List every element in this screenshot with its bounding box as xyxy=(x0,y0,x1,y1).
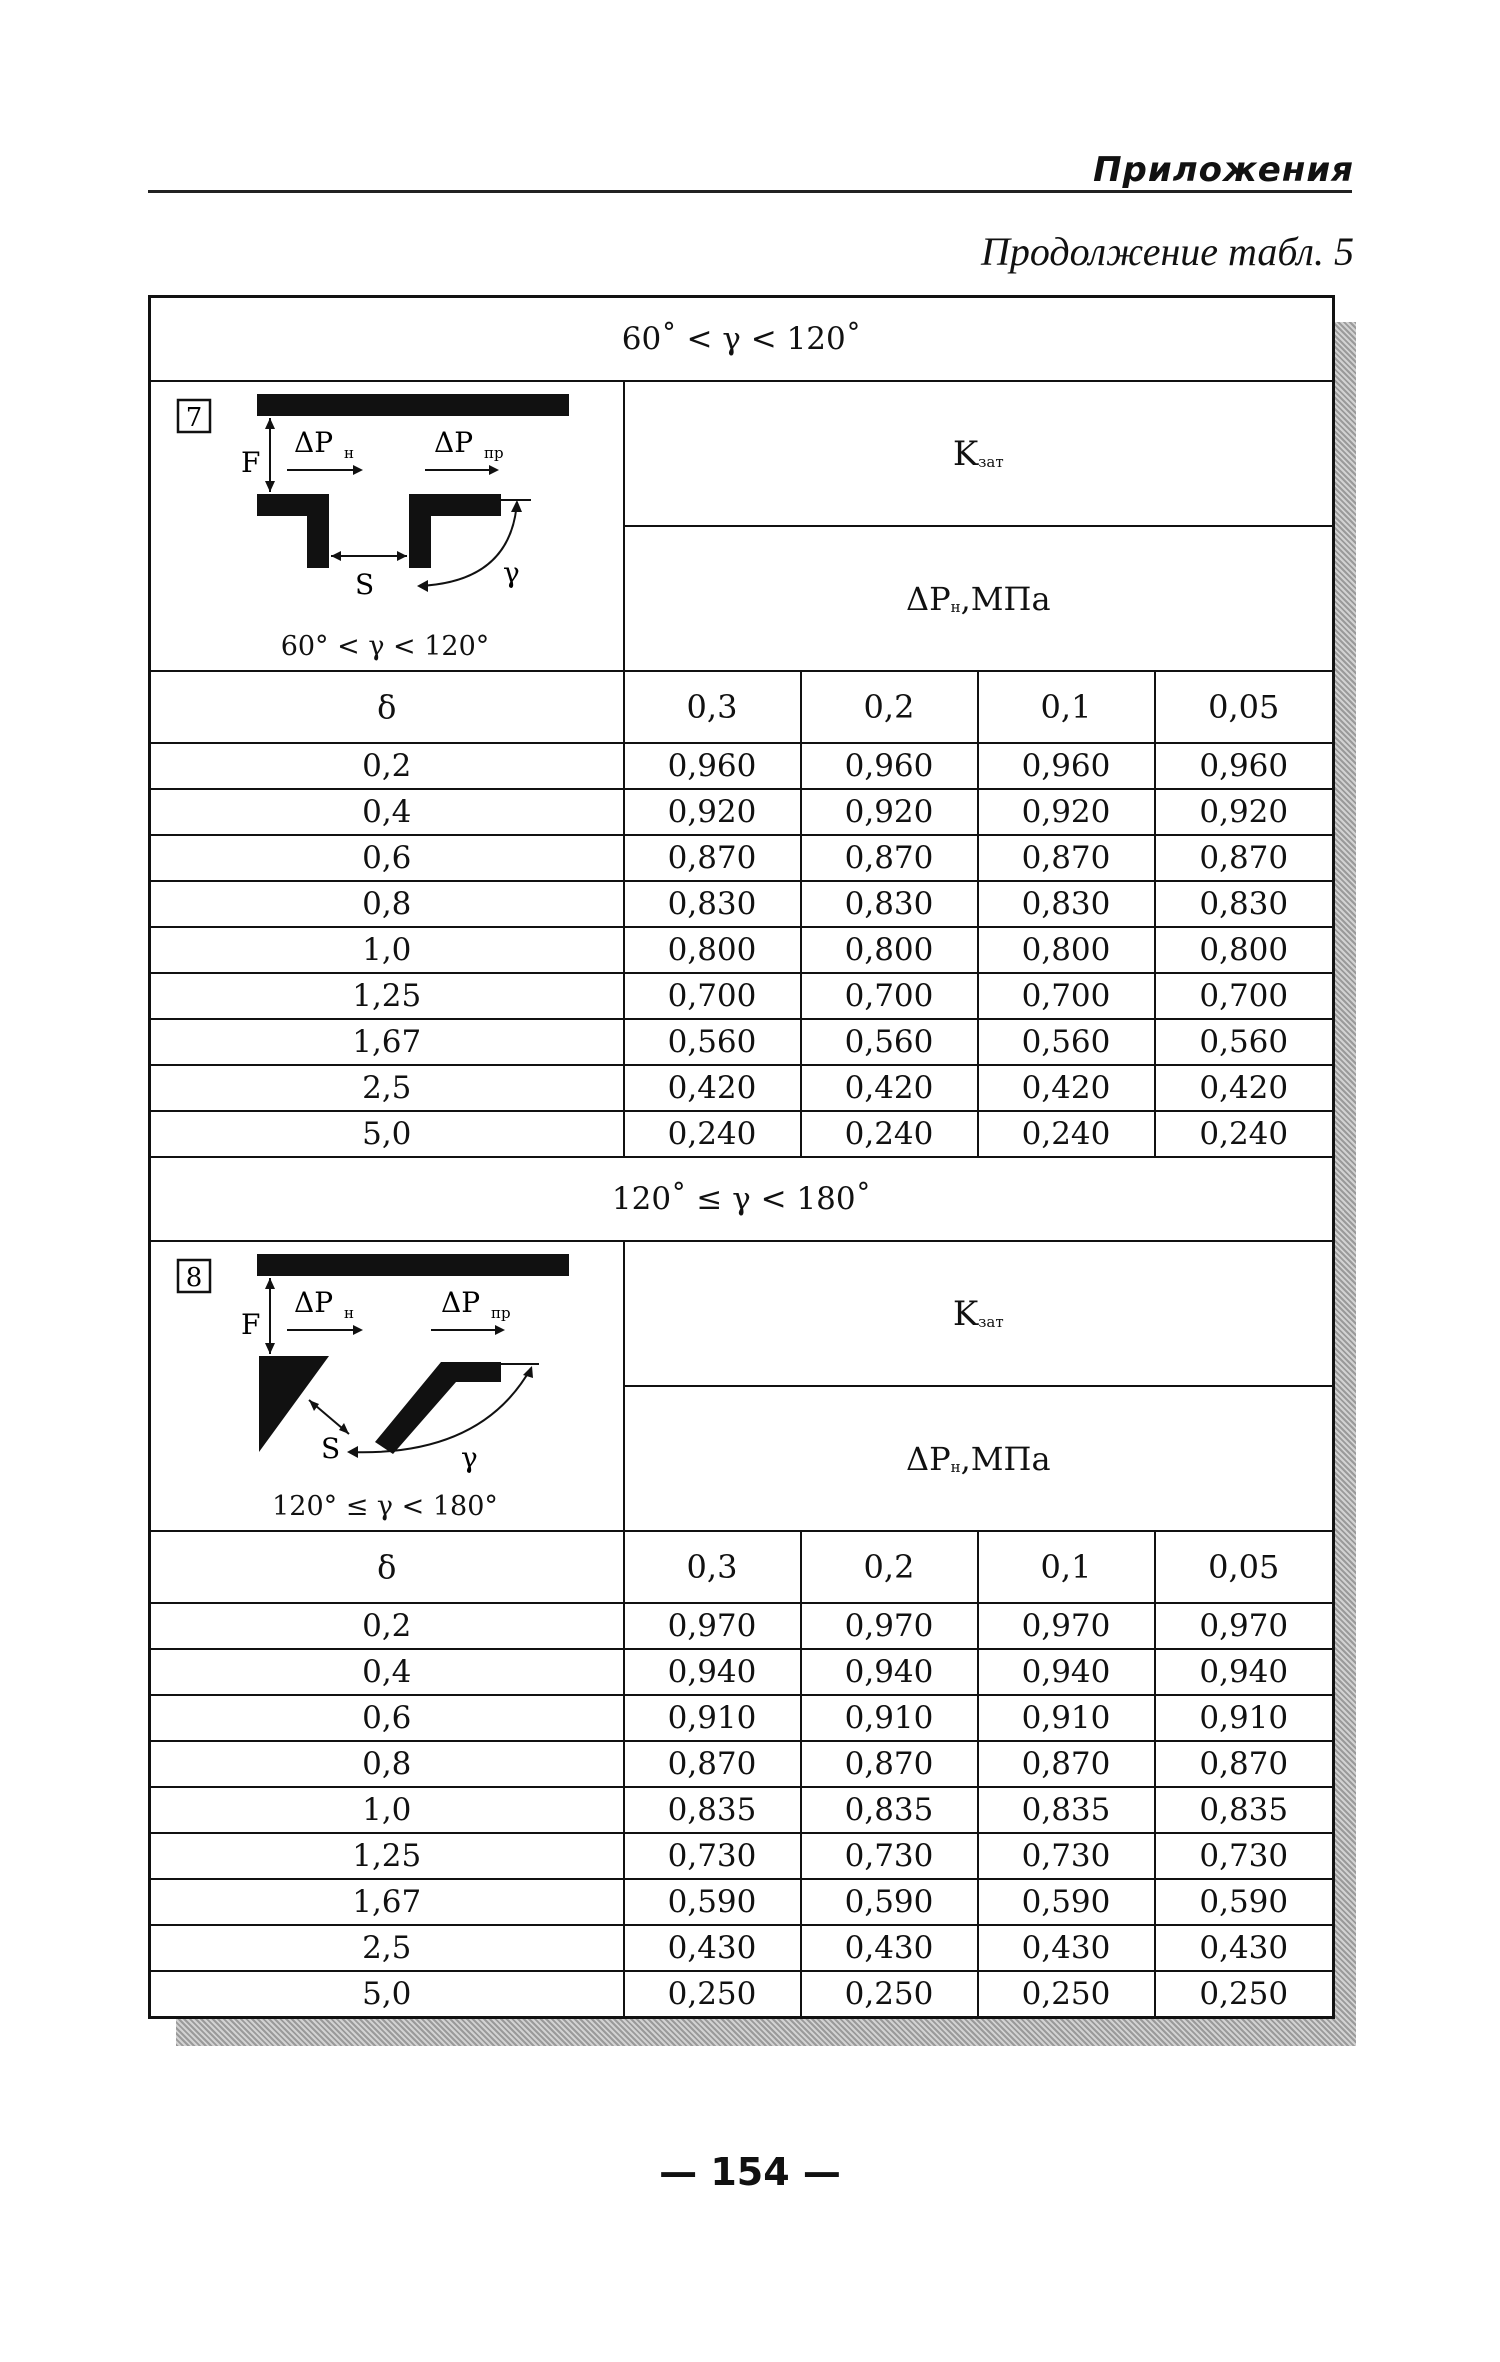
table-row xyxy=(150,1971,1334,2018)
coefficient-value: 0,800 xyxy=(978,927,1155,973)
table-row xyxy=(150,1695,1334,1741)
coefficient-value: 0,940 xyxy=(1155,1649,1334,1695)
coefficient-value: 0,920 xyxy=(624,789,801,835)
coefficient-value: 0,700 xyxy=(624,973,801,1019)
f-label: F xyxy=(241,446,261,479)
s-label: S xyxy=(355,568,375,601)
k-subscript: зат xyxy=(978,452,1004,471)
coefficient-value: 0,835 xyxy=(978,1787,1155,1833)
dp-subscript: н xyxy=(950,1457,961,1476)
coefficient-value: 0,730 xyxy=(624,1833,801,1879)
table-row xyxy=(150,1603,1334,1649)
coefficient-value: 0,430 xyxy=(801,1925,978,1971)
coefficient-value: 0,590 xyxy=(1155,1879,1334,1925)
coefficient-value: 0,870 xyxy=(801,1741,978,1787)
coefficient-value: 0,920 xyxy=(801,789,978,835)
gamma-label: γ xyxy=(503,556,520,589)
coefficient-value: 0,960 xyxy=(1155,743,1334,789)
coefficient-value: 0,960 xyxy=(624,743,801,789)
page-number: — 154 — xyxy=(659,2150,841,2194)
table-row xyxy=(150,1741,1334,1787)
gamma-label: γ xyxy=(461,1441,478,1474)
dp-unit: ,МПа xyxy=(960,579,1051,618)
table-row xyxy=(150,1833,1334,1879)
coefficient-value: 0,430 xyxy=(978,1925,1155,1971)
coefficient-value: 0,430 xyxy=(1155,1925,1334,1971)
angle-range-heading: 120˚ ≤ γ < 180˚ xyxy=(150,1157,1334,1241)
table-row xyxy=(150,835,1334,881)
table-row xyxy=(150,973,1334,1019)
delta-value: 0,4 xyxy=(150,1649,624,1695)
column-header-row xyxy=(150,1531,1334,1603)
coefficient-value: 0,970 xyxy=(1155,1603,1334,1649)
dp-pr-label: ΔP xyxy=(434,426,474,459)
table-row xyxy=(150,1065,1334,1111)
coefficient-value: 0,250 xyxy=(624,1971,801,2018)
coefficient-value: 0,700 xyxy=(801,973,978,1019)
coefficient-value: 0,590 xyxy=(978,1879,1155,1925)
table-row xyxy=(150,881,1334,927)
coefficient-value: 0,420 xyxy=(978,1065,1155,1111)
coefficient-value: 0,730 xyxy=(1155,1833,1334,1879)
coefficient-value: 0,560 xyxy=(801,1019,978,1065)
header-divider xyxy=(148,190,1352,193)
coefficient-value: 0,835 xyxy=(1155,1787,1334,1833)
coefficient-value: 0,700 xyxy=(1155,973,1334,1019)
angle-range-heading: 60˚ < γ < 120˚ xyxy=(150,297,1334,382)
pressure-column-header: 0,3 xyxy=(624,671,801,743)
table-row xyxy=(150,743,1334,789)
top-plate xyxy=(257,394,569,416)
figure-row xyxy=(150,1241,1334,1386)
coefficient-value: 0,800 xyxy=(1155,927,1334,973)
dp-subscript: н xyxy=(950,597,961,616)
coefficient-value: 0,940 xyxy=(978,1649,1155,1695)
coefficient-value: 0,240 xyxy=(978,1111,1155,1157)
coefficient-value: 0,590 xyxy=(624,1879,801,1925)
delta-value: 0,2 xyxy=(150,743,624,789)
coefficient-value: 0,800 xyxy=(801,927,978,973)
coefficient-value: 0,870 xyxy=(978,1741,1155,1787)
coefficient-value: 0,830 xyxy=(801,881,978,927)
k-subscript: зат xyxy=(978,1312,1004,1331)
delta-column-header: δ xyxy=(150,1531,624,1603)
coefficient-value: 0,430 xyxy=(624,1925,801,1971)
svg-text:н: н xyxy=(344,1304,354,1322)
coefficient-value: 0,910 xyxy=(801,1695,978,1741)
column-header-row xyxy=(150,671,1334,743)
coefficient-value: 0,560 xyxy=(1155,1019,1334,1065)
coefficient-value: 0,870 xyxy=(1155,835,1334,881)
delta-value: 0,2 xyxy=(150,1603,624,1649)
coefficient-value: 0,830 xyxy=(1155,881,1334,927)
delta-column-header: δ xyxy=(150,671,624,743)
coefficient-value: 0,240 xyxy=(1155,1111,1334,1157)
coefficient-value: 0,590 xyxy=(801,1879,978,1925)
figure-range-label: 60° < γ < 120° xyxy=(280,631,490,662)
figure-cell xyxy=(150,1241,624,1531)
dp-symbol: ΔP xyxy=(905,579,951,618)
pressure-column-header: 0,05 xyxy=(1155,671,1334,743)
figure-range-label: 120° ≤ γ < 180° xyxy=(272,1491,498,1522)
coefficient-value: 0,910 xyxy=(978,1695,1155,1741)
delta-value: 0,6 xyxy=(150,1695,624,1741)
table-row xyxy=(150,789,1334,835)
dp-n-label: ΔP xyxy=(294,426,334,459)
coefficient-value: 0,910 xyxy=(624,1695,801,1741)
pressure-column-header: 0,3 xyxy=(624,1531,801,1603)
delta-value: 2,5 xyxy=(150,1925,624,1971)
right-inclined-edge xyxy=(375,1362,501,1454)
pressure-column-header: 0,2 xyxy=(801,671,978,743)
delta-value: 1,25 xyxy=(150,973,624,1019)
svg-text:н: н xyxy=(344,444,354,462)
delta-value: 0,4 xyxy=(150,789,624,835)
coefficient-value: 0,420 xyxy=(801,1065,978,1111)
svg-text:пр: пр xyxy=(484,444,504,462)
delta-value: 1,67 xyxy=(150,1019,624,1065)
delta-value: 1,25 xyxy=(150,1833,624,1879)
table-continuation-caption: Продолжение табл. 5 xyxy=(980,229,1354,274)
figure-row xyxy=(150,381,1334,526)
pressure-drop-header xyxy=(624,1386,1334,1531)
delta-value: 5,0 xyxy=(150,1971,624,2018)
pressure-column-header: 0,1 xyxy=(978,1531,1155,1603)
table-row xyxy=(150,927,1334,973)
coefficient-value: 0,835 xyxy=(801,1787,978,1833)
section-title: Приложения xyxy=(1093,150,1354,190)
coefficient-value: 0,700 xyxy=(978,973,1155,1019)
k-symbol: K xyxy=(952,1293,979,1334)
coefficient-value: 0,940 xyxy=(801,1649,978,1695)
coefficient-value: 0,730 xyxy=(978,1833,1155,1879)
table-row xyxy=(150,1925,1334,1971)
orifice-diagram-7 xyxy=(151,382,621,668)
k-symbol: K xyxy=(952,433,979,474)
pressure-drop-header xyxy=(624,526,1334,671)
left-orifice-edge xyxy=(257,494,329,568)
delta-value: 1,0 xyxy=(150,927,624,973)
dp-n-label: ΔP xyxy=(294,1286,334,1319)
table-row xyxy=(150,1787,1334,1833)
delta-value: 0,8 xyxy=(150,881,624,927)
coefficient-value: 0,830 xyxy=(978,881,1155,927)
coefficient-value: 0,970 xyxy=(624,1603,801,1649)
angle-range-row xyxy=(150,1157,1334,1241)
k-coefficient-header xyxy=(624,381,1334,526)
delta-value: 0,6 xyxy=(150,835,624,881)
coefficient-value: 0,960 xyxy=(801,743,978,789)
dp-symbol: ΔP xyxy=(905,1439,951,1478)
f-label: F xyxy=(241,1308,261,1341)
coefficient-value: 0,970 xyxy=(801,1603,978,1649)
diagram-svg xyxy=(151,382,621,668)
coefficient-value: 0,420 xyxy=(624,1065,801,1111)
angle-range-row xyxy=(150,297,1334,382)
delta-value: 0,8 xyxy=(150,1741,624,1787)
pressure-column-header: 0,05 xyxy=(1155,1531,1334,1603)
coefficient-value: 0,870 xyxy=(978,835,1155,881)
diagram-svg xyxy=(151,1242,621,1528)
coefficient-value: 0,870 xyxy=(624,835,801,881)
coefficient-value: 0,870 xyxy=(1155,1741,1334,1787)
coefficient-value: 0,240 xyxy=(801,1111,978,1157)
table-row xyxy=(150,1879,1334,1925)
k-coefficient-header xyxy=(624,1241,1334,1386)
coefficient-value: 0,250 xyxy=(1155,1971,1334,2018)
s-label: S xyxy=(321,1432,341,1465)
table-row xyxy=(150,1649,1334,1695)
figure-cell xyxy=(150,381,624,671)
coefficient-table xyxy=(148,295,1335,2019)
coefficient-value: 0,910 xyxy=(1155,1695,1334,1741)
coefficient-value: 0,920 xyxy=(1155,789,1334,835)
coefficient-value: 0,800 xyxy=(624,927,801,973)
delta-value: 1,0 xyxy=(150,1787,624,1833)
dp-pr-label: ΔP xyxy=(441,1286,481,1319)
coefficient-value: 0,870 xyxy=(801,835,978,881)
coefficient-value: 0,870 xyxy=(624,1741,801,1787)
figure-number: 8 xyxy=(185,1263,203,1293)
pressure-column-header: 0,2 xyxy=(801,1531,978,1603)
top-plate xyxy=(257,1254,569,1276)
right-orifice-edge xyxy=(409,494,501,568)
figure-number: 7 xyxy=(185,403,203,433)
delta-value: 5,0 xyxy=(150,1111,624,1157)
coefficient-value: 0,940 xyxy=(624,1649,801,1695)
dp-unit: ,МПа xyxy=(960,1439,1051,1478)
delta-value: 2,5 xyxy=(150,1065,624,1111)
table-row xyxy=(150,1111,1334,1157)
coefficient-value: 0,560 xyxy=(624,1019,801,1065)
coefficient-value: 0,250 xyxy=(801,1971,978,2018)
coefficient-value: 0,835 xyxy=(624,1787,801,1833)
coefficient-value: 0,420 xyxy=(1155,1065,1334,1111)
svg-text:пр: пр xyxy=(491,1304,511,1322)
coefficient-value: 0,730 xyxy=(801,1833,978,1879)
table-row xyxy=(150,1019,1334,1065)
orifice-diagram-8 xyxy=(151,1242,621,1528)
delta-value: 1,67 xyxy=(150,1879,624,1925)
coefficient-value: 0,920 xyxy=(978,789,1155,835)
pressure-column-header: 0,1 xyxy=(978,671,1155,743)
coefficient-value: 0,250 xyxy=(978,1971,1155,2018)
coefficient-value: 0,970 xyxy=(978,1603,1155,1649)
coefficient-value: 0,560 xyxy=(978,1019,1155,1065)
coefficient-value: 0,240 xyxy=(624,1111,801,1157)
coefficient-value: 0,960 xyxy=(978,743,1155,789)
coefficient-value: 0,830 xyxy=(624,881,801,927)
